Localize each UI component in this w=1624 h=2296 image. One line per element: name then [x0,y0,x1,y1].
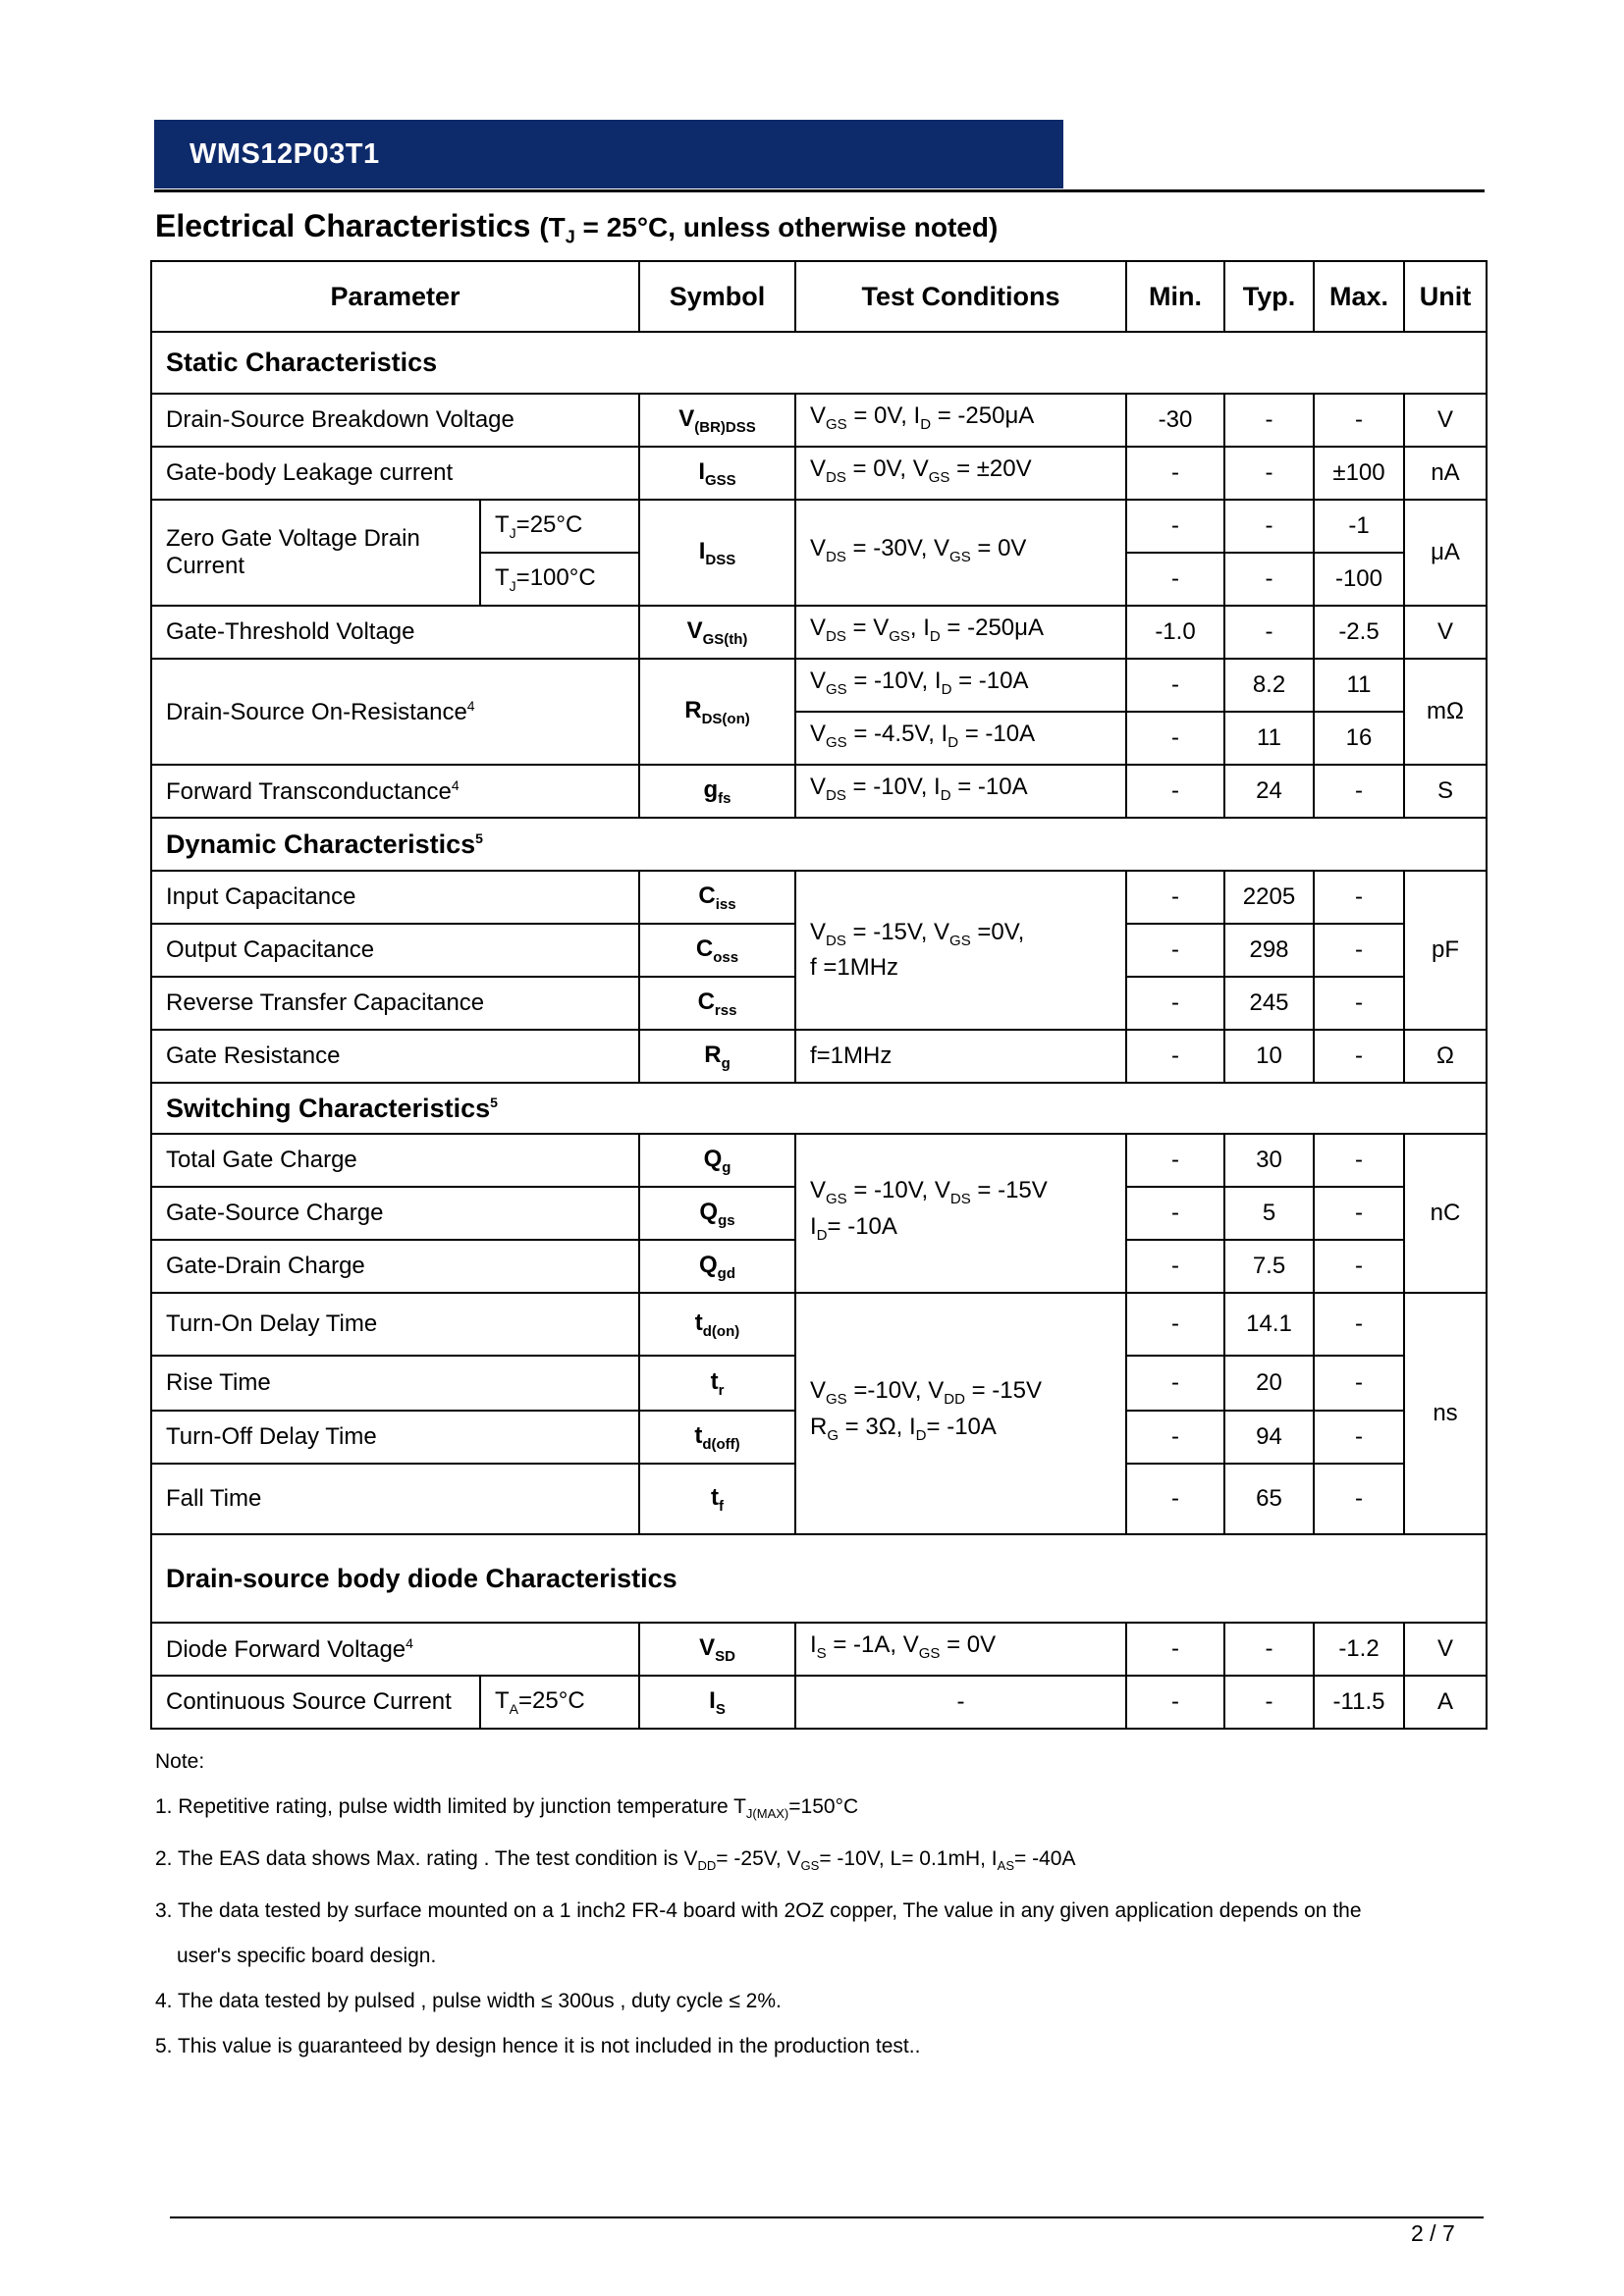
col-typ: Typ. [1224,261,1314,332]
test-condition-cell: $V_{DS} = -15V$, $V_{GS} =0V$, f =1MHz [795,871,1126,1030]
note-sub: DD [697,1858,717,1874]
symbol-cell: $g_{fs}$ [639,765,795,818]
table-row [151,765,1487,818]
symbol-cell: $t_{d(off)}$ [639,1411,795,1464]
footnote-ref: 4 [466,697,475,714]
symbol-cell: $Q_{gs}$ [639,1187,795,1240]
col-parameter: Parameter [151,261,639,332]
symbol-cell: $I_{GSS}$ [639,447,795,500]
table-row [151,871,1487,924]
note-1 [155,1785,1362,1837]
cond-suffix: = 25°C, unless otherwise noted) [574,212,999,242]
typ-cell: - [1224,553,1314,606]
note-text: 2. The EAS data shows Max. rating . The test condition is V [155,1847,698,1871]
test-condition-cell: $V_{DS} = -10V$, $I_D = -10A$ [795,765,1126,818]
note-sub: AS [997,1858,1014,1874]
test-condition-cell: $V_{GS} = -10V$, $I_D = -10A$ [795,659,1126,712]
min-cell: - [1126,447,1224,500]
section-row [151,1534,1487,1623]
section-title-text: Dynamic Characteristics [166,828,476,859]
footer-rule [170,2216,1484,2218]
typ-cell: 10 [1224,1030,1314,1083]
table-row [151,1676,1487,1729]
symbol-cell: $C_{rss}$ [639,977,795,1030]
min-cell: - [1126,1623,1224,1676]
test-condition-cell: $I_S = -1A$, $V_{GS} = 0V$ [795,1623,1126,1676]
note-sub: GS [800,1858,820,1874]
param-cell: Gate-body Leakage current [151,447,639,500]
unit-cell: μA [1404,500,1487,606]
min-cell: -30 [1126,394,1224,447]
header-row [151,261,1487,332]
typ-cell: - [1224,606,1314,659]
note-2 [155,1837,1362,1889]
max-cell: - [1314,765,1404,818]
note-3: 3. The data tested by surface mounted on a 1 inch2 FR-4 board with 2OZ copper, The value in any given application depends on the [155,1899,1362,1923]
typ-cell: 30 [1224,1134,1314,1187]
unit-cell: V [1404,394,1487,447]
min-cell: - [1126,924,1224,977]
note-text: = -40A [1014,1847,1076,1871]
min-cell: - [1126,712,1224,765]
symbol-cell: $R_g$ [639,1030,795,1083]
max-cell: - [1314,1187,1404,1240]
max-cell: -100 [1314,553,1404,606]
min-cell: - [1126,500,1224,553]
max-cell: - [1314,1411,1404,1464]
max-cell: - [1314,1293,1404,1356]
min-cell: - [1126,1676,1224,1729]
notes-heading: Note: [155,1750,205,1773]
typ-cell: 2205 [1224,871,1314,924]
note-sub: J(MAX) [745,1806,789,1822]
symbol-cell: $V_{SD}$ [639,1623,795,1676]
subcondition-cell: $T_A=25^\circ C$ [480,1676,639,1729]
note-3-cont: user's specific board design. [177,1945,437,1968]
unit-cell: A [1404,1676,1487,1729]
max-cell: - [1314,394,1404,447]
section-condition [539,212,999,247]
col-symbol: Symbol [639,261,795,332]
max-cell: - [1314,924,1404,977]
param-cell: Gate-Source Charge [151,1187,639,1240]
cond-sub: J [565,227,575,247]
max-cell: -11.5 [1314,1676,1404,1729]
min-cell: - [1126,1240,1224,1293]
unit-cell: nA [1404,447,1487,500]
max-cell: - [1314,977,1404,1030]
unit-cell: Ω [1404,1030,1487,1083]
note-text: 1. Repetitive rating, pulse width limited by junction temperature T [155,1795,746,1818]
unit-cell: ns [1404,1293,1487,1534]
footnote-ref: 5 [490,1094,498,1110]
param-cell: Total Gate Charge [151,1134,639,1187]
min-cell: - [1126,1293,1224,1356]
part-number: WMS12P03T1 [189,138,380,170]
symbol-cell: $R_{DS(on)}$ [639,659,795,765]
param-cell: Gate Resistance [151,1030,639,1083]
section-row [151,332,1487,394]
table-row [151,659,1487,712]
max-cell: -2.5 [1314,606,1404,659]
typ-cell: 24 [1224,765,1314,818]
subcondition-cell: $T_J=25^\circ C$ [480,500,639,553]
test-condition-cell: $V_{DS} = 0V$, $V_{GS} = \pm 20V$ [795,447,1126,500]
unit-cell: mΩ [1404,659,1487,765]
symbol-cell: $C_{oss}$ [639,924,795,977]
note-5: 5. This value is guaranteed by design hence it is not included in the production test.. [155,2035,921,2058]
param-cell: Turn-Off Delay Time [151,1411,639,1464]
param-cell [151,1623,639,1676]
symbol-cell: $I_S$ [639,1676,795,1729]
min-cell: - [1126,1134,1224,1187]
footnote-ref: 4 [406,1634,413,1651]
symbol-cell: $t_{d(on)}$ [639,1293,795,1356]
param-cell: Output Capacitance [151,924,639,977]
section-dynamic [151,818,1487,871]
symbol-cell: $t_r$ [639,1356,795,1411]
section-static: Static Characteristics [151,332,1487,394]
section-title-text: Electrical Characteristics [155,208,531,243]
min-cell: - [1126,1411,1224,1464]
note-text: = -25V, V [716,1847,801,1871]
test-condition-cell: $V_{GS} = -10V$, $V_{DS} = -15V$ $I_D= -10A$ [795,1134,1126,1293]
section-switching [151,1083,1487,1134]
max-cell: - [1314,871,1404,924]
subcondition-value: =25°C [515,511,583,539]
min-cell: - [1126,659,1224,712]
max-cell: - [1314,1134,1404,1187]
unit-cell: nC [1404,1134,1487,1293]
symbol-cell: $V_{(BR)DSS}$ [639,394,795,447]
param-cell: Gate-Threshold Voltage [151,606,639,659]
min-cell: - [1126,765,1224,818]
typ-cell: 11 [1224,712,1314,765]
typ-cell: - [1224,394,1314,447]
typ-cell: 65 [1224,1464,1314,1534]
typ-cell: 94 [1224,1411,1314,1464]
param-text: Drain-Source On-Resistance [166,698,467,725]
table-row [151,1134,1487,1187]
typ-cell: - [1224,447,1314,500]
param-cell: Zero Gate Voltage Drain Current [151,500,480,606]
param-text: Forward Transconductance [166,777,452,805]
section-row [151,818,1487,871]
max-cell: - [1314,1240,1404,1293]
header-rule [154,189,1485,192]
unit-cell: S [1404,765,1487,818]
unit-cell: V [1404,606,1487,659]
symbol-cell: $Q_{gd}$ [639,1240,795,1293]
test-condition-cell: f=1MHz [795,1030,1126,1083]
typ-cell: - [1224,500,1314,553]
max-cell: - [1314,1464,1404,1534]
param-cell: Drain-Source Breakdown Voltage [151,394,639,447]
typ-cell: 8.2 [1224,659,1314,712]
test-condition-cell: $V_{DS} = -30V$, $V_{GS} = 0V$ [795,500,1126,606]
test-condition-cell: $V_{DS} = V_{GS}$, $I_D = -250\mu A$ [795,606,1126,659]
page-number: 2 / 7 [1411,2220,1455,2246]
max-cell: 16 [1314,712,1404,765]
col-min: Min. [1126,261,1224,332]
footnote-ref: 4 [451,776,460,793]
table-row [151,1623,1487,1676]
subcondition-value: =100°C [515,564,596,592]
param-cell: Gate-Drain Charge [151,1240,639,1293]
table-row [151,1293,1487,1356]
subcondition-value: =25°C [518,1687,585,1715]
typ-cell: 245 [1224,977,1314,1030]
max-cell: - [1314,1030,1404,1083]
section-title [155,208,998,248]
typ-cell: 298 [1224,924,1314,977]
symbol-cell: $C_{iss}$ [639,871,795,924]
min-cell: -1.0 [1126,606,1224,659]
test-condition-cell: $V_{GS} = -4.5V$, $I_D = -10A$ [795,712,1126,765]
table-row [151,1030,1487,1083]
footnote-ref: 5 [475,829,483,846]
min-cell: - [1126,977,1224,1030]
notes-block [155,1739,1362,2069]
section-title-text: Switching Characteristics [166,1093,491,1123]
section-diode: Drain-source body diode Characteristics [151,1534,1487,1623]
min-cell: - [1126,1464,1224,1534]
max-cell: ±100 [1314,447,1404,500]
param-cell [151,659,639,765]
cond-prefix: (T [539,212,566,242]
min-cell: - [1126,1356,1224,1411]
param-cell: Fall Time [151,1464,639,1534]
param-cell: Input Capacitance [151,871,639,924]
param-cell: Rise Time [151,1356,639,1411]
param-text: Diode Forward Voltage [166,1635,406,1663]
typ-cell: - [1224,1676,1314,1729]
param-cell: Reverse Transfer Capacitance [151,977,639,1030]
col-unit: Unit [1404,261,1487,332]
typ-cell: 5 [1224,1187,1314,1240]
max-cell: 11 [1314,659,1404,712]
max-cell: -1 [1314,500,1404,553]
max-cell: -1.2 [1314,1623,1404,1676]
test-condition-cell: $V_{GS} =-10V$, $V_{DD} = -15V$ $R_G = 3\Omega$, $I_D= -10A$ [795,1293,1126,1534]
min-cell: - [1126,1187,1224,1240]
symbol-cell: $V_{GS(th)}$ [639,606,795,659]
note-text: = -10V, L= 0.1mH, I [819,1847,998,1871]
typ-cell: - [1224,1623,1314,1676]
electrical-characteristics-table [150,260,1488,1730]
col-test-conditions: Test Conditions [795,261,1126,332]
table-row [151,500,1487,553]
min-cell: - [1126,1030,1224,1083]
symbol-cell: $Q_g$ [639,1134,795,1187]
min-cell: - [1126,871,1224,924]
param-cell: Continuous Source Current [151,1676,480,1729]
min-cell: - [1126,553,1224,606]
typ-cell: 7.5 [1224,1240,1314,1293]
symbol-cell: $I_{DSS}$ [639,500,795,606]
table-row [151,447,1487,500]
symbol-cell: $t_f$ [639,1464,795,1534]
section-row [151,1083,1487,1134]
unit-cell: V [1404,1623,1487,1676]
table-row [151,394,1487,447]
typ-cell: 20 [1224,1356,1314,1411]
note-text: =150°C [788,1795,859,1818]
note-4: 4. The data tested by pulsed , pulse width ≤ 300us , duty cycle ≤ 2%. [155,1990,782,2013]
header-banner [154,120,1063,188]
max-cell: - [1314,1356,1404,1411]
test-condition-cell: $V_{GS} = 0V$, $I_D = -250\mu A$ [795,394,1126,447]
unit-cell: pF [1404,871,1487,1030]
test-condition-cell: - [795,1676,1126,1729]
typ-cell: 14.1 [1224,1293,1314,1356]
param-cell [151,765,639,818]
param-cell: Turn-On Delay Time [151,1293,639,1356]
col-max: Max. [1314,261,1404,332]
subcondition-cell: $T_J=100^\circ C$ [480,553,639,606]
table-row [151,606,1487,659]
